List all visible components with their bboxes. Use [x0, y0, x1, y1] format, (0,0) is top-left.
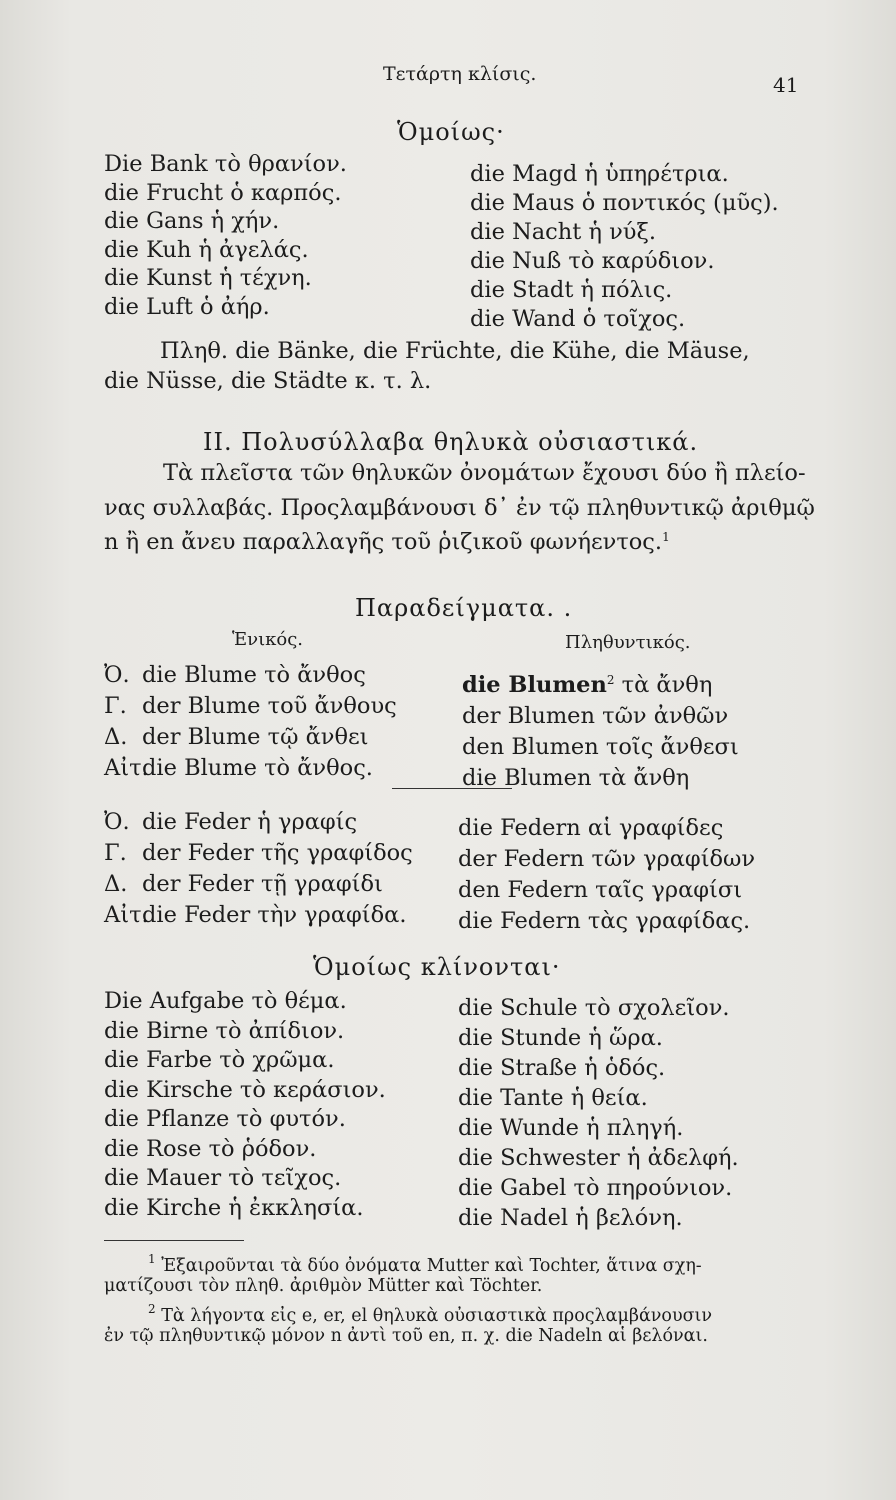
footnote-2-line-2: ἐν τῷ πληθυντικῷ μόνον n ἀντὶ τοῦ en, π. χ. die Nadeln αἱ βελόναι.: [104, 1326, 708, 1346]
list-item: die Straße ἡ ὁδός.: [458, 1055, 666, 1081]
list-item: die Kirsche τὸ κεράσιον.: [104, 1076, 386, 1103]
table-cell: der Feder τῆς γραφίδος: [142, 840, 413, 866]
page-number: 41: [773, 73, 799, 97]
list-item: die Kuh ἡ ἀγελάς.: [104, 236, 309, 263]
table-cell: den Federn ταῖς γραφίσι: [458, 877, 743, 903]
table-row: [104, 722, 397, 753]
footnote-text: Τὰ λήγοντα εἰς e, er, el θηλυκὰ οὐσιαστικὰ προςλαμβάνουσιν: [161, 1306, 713, 1326]
table-row: [462, 665, 739, 701]
case-label: Ὀ.: [104, 662, 130, 688]
list-item: Die Bank τὸ θρανίον.: [104, 151, 347, 177]
table-row: [462, 732, 739, 763]
table-cell: den Blumen τοῖς ἄνθεσι: [462, 734, 739, 760]
table-cell: der Blume τῷ ἄνθει: [142, 724, 369, 750]
table-cell: der Federn τῶν γραφίδων: [458, 846, 756, 872]
list-item: die Gans ἡ χήν.: [104, 208, 280, 234]
blume-plural-table: [462, 665, 739, 794]
list-item: die Birne τὸ ἀπίδιον.: [104, 1017, 345, 1044]
section1-left-column: [104, 150, 347, 321]
table-cell: der Blumen τῶν ἀνθῶν: [462, 703, 729, 729]
section-heading-klinontai: Ὁμοίως κλίνονται·: [313, 953, 561, 981]
list-item: die Magd ἡ ὑπηρέτρια.: [470, 161, 729, 187]
feder-plural-table: [458, 813, 755, 937]
singular-label: Ἑνικός.: [232, 629, 304, 650]
paragraph-line-2: νας συλλαβάς. Προςλαμβάνουσι δ᾽ ἐν τῷ πληθυντικῷ ἀριθμῷ: [104, 495, 815, 521]
blume-singular-table: [104, 660, 397, 784]
case-label: Δ.: [104, 724, 128, 750]
divider: [392, 788, 512, 789]
table-cell: der Feder τῇ γραφίδι: [142, 871, 383, 897]
table-row: [462, 763, 739, 794]
footnote-text: Ἐξαιροῦνται τὰ δύο ὀνόματα Mutter καὶ Tochter, ἅτινα σχη-: [161, 1256, 702, 1276]
table-row: [104, 900, 413, 931]
case-label: Αἰτ.: [104, 755, 149, 781]
table-cell: die Blumen: [462, 672, 607, 698]
list-item: die Nuß τὸ καρύδιον.: [470, 248, 715, 274]
list-item: die Gabel τὸ πηρούνιον.: [458, 1175, 733, 1201]
table-cell: die Blume τὸ ἄνθος.: [142, 755, 373, 781]
footnote-ref-2: 2: [606, 673, 615, 687]
table-row: [104, 753, 397, 784]
table-row: [104, 807, 413, 838]
table-row: [104, 691, 397, 722]
list-item: die Tante ἡ θεία.: [458, 1085, 648, 1111]
table-row: [104, 660, 397, 691]
list-item: die Mauer τὸ τεῖχος.: [104, 1165, 342, 1191]
table-cell: τὰ ἄνθη: [621, 672, 713, 698]
table-cell: die Feder τὴν γραφίδα.: [142, 902, 407, 928]
table-row: [458, 844, 755, 875]
list-item: die Nacht ἡ νύξ.: [470, 219, 656, 245]
table-cell: die Blumen τὰ ἄνθη: [462, 765, 690, 791]
examples-heading: Παραδείγματα. .: [355, 594, 573, 622]
paragraph-line-1: Τὰ πλεῖστα τῶν θηλυκῶν ὀνομάτων ἔχουσι δύο ἢ πλείο-: [163, 460, 806, 486]
section3-left-column: [104, 987, 386, 1223]
list-item: die Schwester ἡ ἀδελφή.: [458, 1145, 739, 1171]
footnote-ref-1: 1: [662, 530, 670, 544]
table-cell: die Federn τὰς γραφίδας.: [458, 908, 751, 934]
footnote-1-line-2: ματίζουσι τὸν πληθ. ἀριθμὸν Mütter καὶ Töchter.: [104, 1276, 543, 1296]
list-item: die Wand ὁ τοῖχος.: [470, 306, 686, 332]
plural-label: Πληθυντικός.: [565, 632, 691, 653]
table-cell: der Blume τοῦ ἄνθους: [142, 693, 397, 719]
footnote-2-line-1: [148, 1303, 712, 1326]
footnote-mark: 1: [148, 1252, 156, 1266]
table-row: [458, 875, 755, 906]
table-cell: die Blume τὸ ἄνθος: [142, 662, 366, 688]
section-heading-omoios: Ὁμοίως·: [397, 118, 505, 146]
list-item: die Maus ὁ ποντικός (μῦς).: [470, 190, 779, 216]
list-item: die Frucht ὁ καρπός.: [104, 179, 342, 206]
table-row: [458, 813, 755, 844]
running-title: Τετάρτη κλίσις.: [383, 63, 537, 85]
table-cell: die Federn αἱ γραφίδες: [458, 815, 724, 841]
table-row: [104, 838, 413, 869]
list-item: die Pflanze τὸ φυτόν.: [104, 1106, 346, 1132]
list-item: die Luft ὁ ἀήρ.: [104, 293, 270, 320]
list-item: die Farbe τὸ χρῶμα.: [104, 1047, 335, 1073]
plural-line-2: die Nüsse, die Städte κ. τ. λ.: [104, 368, 432, 394]
list-item: die Kirche ἡ ἐκκλησία.: [104, 1194, 364, 1221]
list-item: die Nadel ἡ βελόνη.: [458, 1205, 683, 1231]
paragraph-line-3: [104, 531, 670, 554]
table-row: [104, 869, 413, 900]
case-label: Ὀ.: [104, 809, 130, 835]
table-row: [458, 906, 755, 937]
table-row: [462, 701, 739, 732]
footnote-rule: [104, 1240, 244, 1241]
list-item: die Rose τὸ ῥόδον.: [104, 1135, 317, 1162]
section3-right-column: [458, 993, 739, 1233]
list-item: die Wunde ἡ πληγή.: [458, 1115, 684, 1141]
list-item: die Schule τὸ σχολεῖον.: [458, 995, 730, 1021]
list-item: die Kunst ἡ τέχνη.: [104, 265, 312, 291]
section-heading-polysyllaba: II. Πολυσύλλαβα θηλυκὰ οὐσιαστικά.: [203, 428, 699, 456]
paragraph-line-3-text: n ἢ en ἄνευ παραλλαγῆς τοῦ ῥιζικοῦ φωνήεντος.: [104, 529, 663, 555]
list-item: die Stadt ἡ πόλις.: [470, 277, 673, 303]
case-label: Αἰτ.: [104, 902, 149, 928]
case-label: Δ.: [104, 871, 128, 897]
section1-right-column: [470, 160, 779, 334]
footnote-1-line-1: [148, 1253, 702, 1276]
footnote-mark: 2: [148, 1302, 156, 1316]
list-item: Die Aufgabe τὸ θέμα.: [104, 988, 347, 1014]
case-label: Γ.: [104, 840, 127, 866]
case-label: Γ.: [104, 693, 127, 719]
feder-singular-table: [104, 807, 413, 931]
table-cell: die Feder ἡ γραφίς: [142, 809, 358, 835]
list-item: die Stunde ἡ ὥρα.: [458, 1025, 663, 1051]
plural-line-1: Πληθ. die Bänke, die Früchte, die Kühe, die Mäuse,: [160, 338, 750, 364]
